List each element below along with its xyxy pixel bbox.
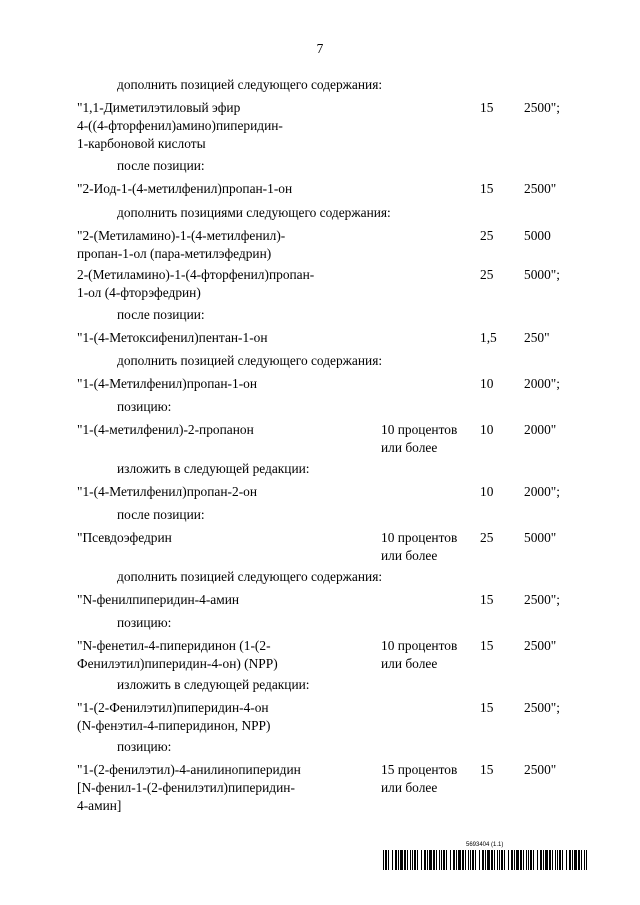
concentration: 15 процентов или более [381, 762, 458, 795]
threshold-quantity: 15 [480, 100, 494, 115]
threshold-quantity: 10 [480, 484, 494, 499]
threshold-quantity: 15 [480, 638, 494, 653]
threshold-quantity-large: 2500"; [524, 700, 560, 715]
concentration: 10 процентов или более [381, 638, 458, 671]
substance-name: "1-(2-Фенилэтил)пиперидин-4-он (N-фенэтил-4-пиперидинон, NPP) [77, 700, 271, 733]
page-number: 7 [316, 41, 324, 56]
substance-name: "1-(4-Метилфенил)пропан-2-он [77, 484, 258, 499]
substance-name: "1-(4-метилфенил)-2-пропанон [77, 422, 254, 437]
instruction-line: после позиции: [117, 158, 205, 173]
threshold-quantity-large: 2500" [524, 638, 557, 653]
threshold-quantity: 15 [480, 762, 494, 777]
substance-name: "Псевдоэфедрин [77, 530, 172, 545]
threshold-quantity: 15 [480, 181, 494, 196]
threshold-quantity-large: 2000" [524, 422, 557, 437]
substance-name: "N-фенетил-4-пиперидинон (1-(2- Фенилэтил)пиперидин-4-он) (NPP) [77, 638, 278, 671]
threshold-quantity-large: 250" [524, 330, 550, 345]
substance-name: "2-Иод-1-(4-метилфенил)пропан-1-он [77, 181, 293, 196]
substance-name: "2-(Метиламино)-1-(4-метилфенил)- пропан-1-ол (пара-метилэфедрин) [77, 228, 286, 261]
instruction-line: после позиции: [117, 507, 205, 522]
threshold-quantity: 10 [480, 376, 494, 391]
instruction-line: позицию: [117, 739, 172, 754]
instruction-line: дополнить позицией следующего содержания: [117, 569, 383, 584]
instruction-line: изложить в следующей редакции: [117, 677, 310, 692]
instruction-line: дополнить позицией следующего содержания: [117, 77, 383, 92]
substance-name: "1,1-Диметилэтиловый эфир 4-((4-фторфенил)амино)пиперидин- 1-карбоновой кислоты [77, 100, 283, 151]
threshold-quantity-large: 5000" [524, 530, 557, 545]
threshold-quantity: 25 [480, 267, 494, 282]
instruction-line: дополнить позициями следующего содержания: [117, 205, 391, 220]
substance-name: "1-(4-Метилфенил)пропан-1-он [77, 376, 258, 391]
threshold-quantity-large: 2000"; [524, 376, 560, 391]
threshold-quantity: 25 [480, 228, 494, 243]
instruction-line: позицию: [117, 399, 172, 414]
substance-name: "1-(4-Метоксифенил)пентан-1-он [77, 330, 268, 345]
substance-name: "N-фенилпиперидин-4-амин [77, 592, 240, 607]
instruction-line: позицию: [117, 615, 172, 630]
barcode-id: 5693404 (1.1) [466, 842, 504, 848]
threshold-quantity-large: 5000 [524, 228, 551, 243]
concentration: 10 процентов или более [381, 530, 458, 563]
threshold-quantity: 15 [480, 700, 494, 715]
threshold-quantity-large: 2000"; [524, 484, 560, 499]
threshold-quantity: 1,5 [480, 330, 497, 345]
barcode-image [383, 850, 587, 870]
threshold-quantity-large: 2500"; [524, 100, 560, 115]
threshold-quantity-large: 2500" [524, 181, 557, 196]
instruction-line: после позиции: [117, 307, 205, 322]
instruction-line: дополнить позицией следующего содержания: [117, 353, 383, 368]
threshold-quantity-large: 2500"; [524, 592, 560, 607]
threshold-quantity-large: 2500" [524, 762, 557, 777]
threshold-quantity-large: 5000"; [524, 267, 560, 282]
threshold-quantity: 10 [480, 422, 494, 437]
threshold-quantity: 15 [480, 592, 494, 607]
concentration: 10 процентов или более [381, 422, 458, 455]
substance-name: 2-(Метиламино)-1-(4-фторфенил)пропан- 1-ол (4-фторэфедрин) [77, 267, 315, 300]
instruction-line: изложить в следующей редакции: [117, 461, 310, 476]
substance-name: "1-(2-фенилэтил)-4-анилинопиперидин [N-фенил-1-(2-фенилэтил)пиперидин- 4-амин] [77, 762, 301, 813]
threshold-quantity: 25 [480, 530, 494, 545]
